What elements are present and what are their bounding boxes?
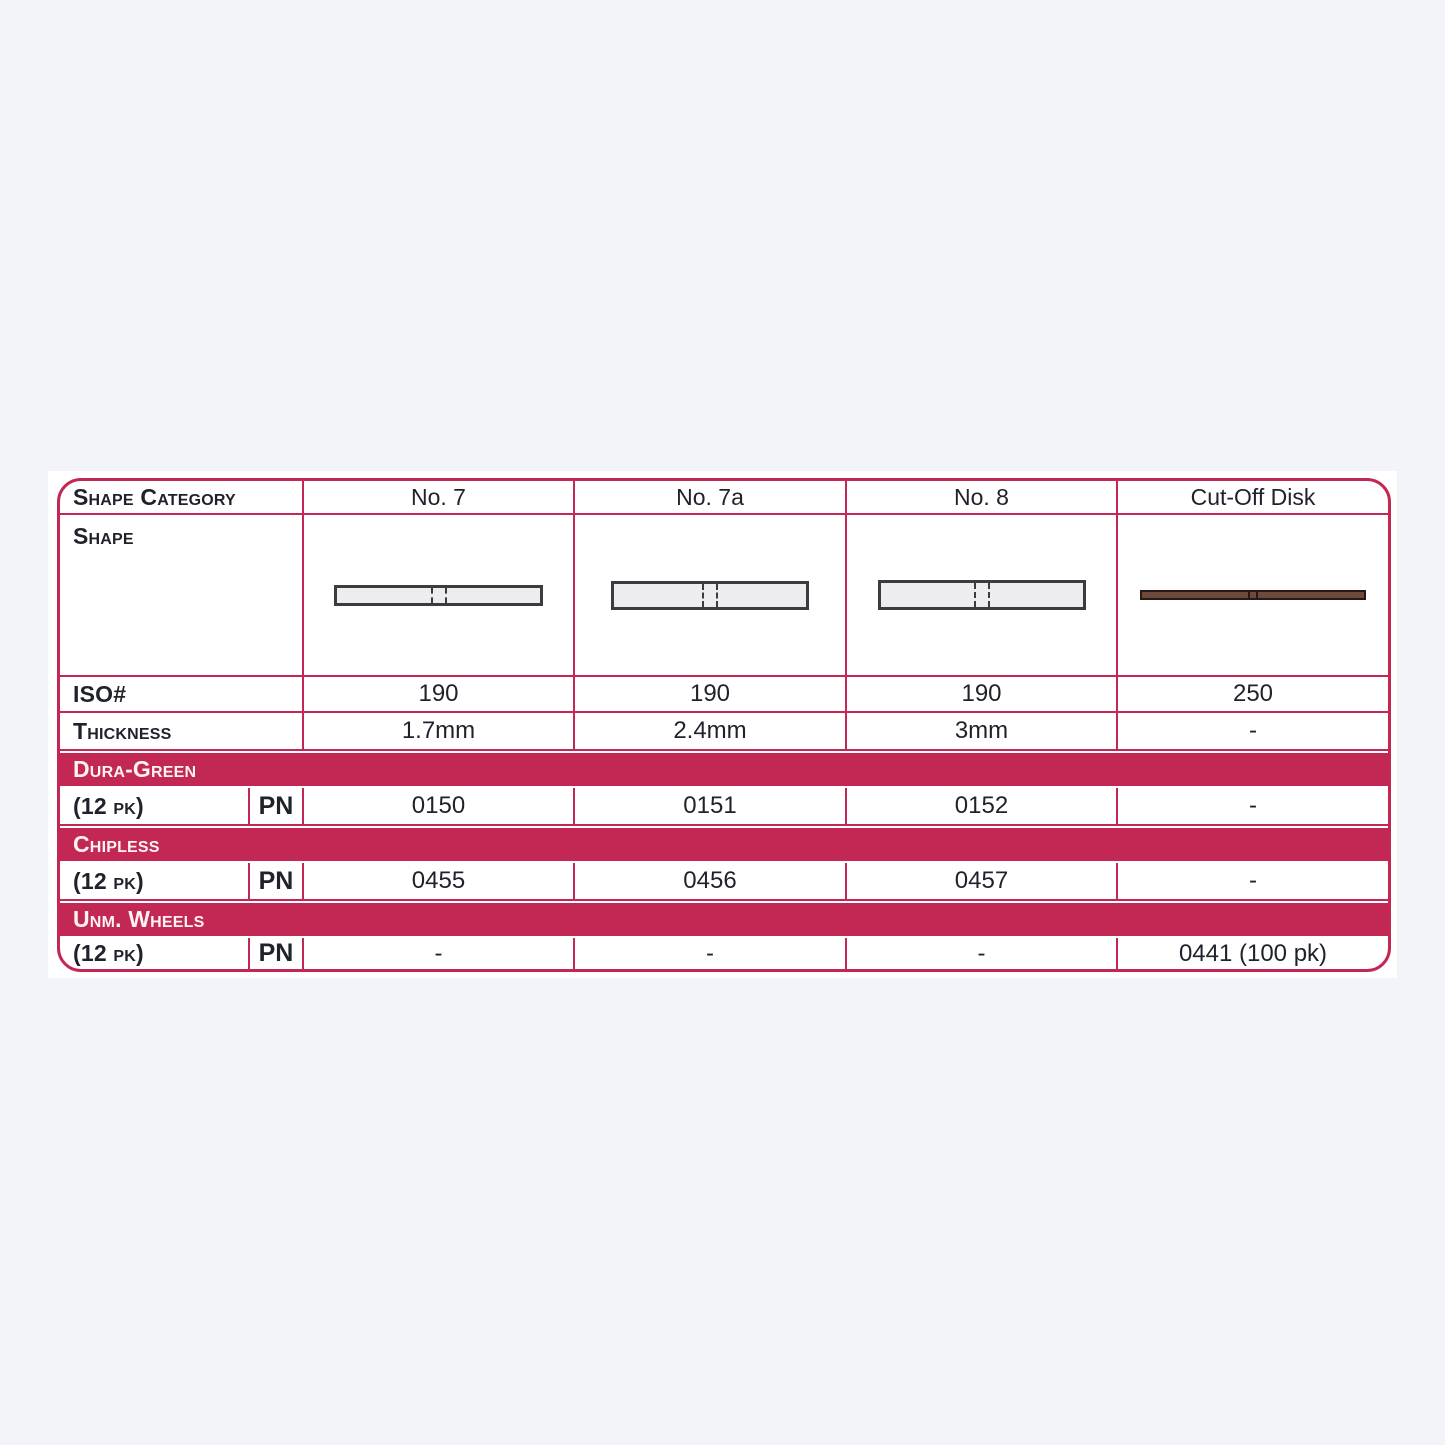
pn-value-cell	[573, 938, 845, 969]
shape-cell-no7	[302, 515, 573, 675]
pn-value-cell	[1116, 938, 1388, 969]
shape-category-label: Shape Category	[73, 483, 236, 510]
shape-label: Shape	[73, 523, 134, 549]
wheel-shape-no7-icon	[334, 585, 543, 606]
thickness-value-cell	[1116, 713, 1388, 749]
iso-label: ISO#	[73, 680, 127, 707]
dashed-line	[716, 584, 718, 607]
pn-row-unm-wheels	[60, 938, 1388, 969]
iso-value: 250	[1232, 680, 1274, 707]
dashed-line	[702, 584, 704, 607]
pn-value: 0457	[954, 867, 1009, 894]
pn-value: 0150	[411, 792, 466, 819]
thickness-value: 1.7mm	[401, 717, 476, 744]
pn-value-cell	[302, 938, 573, 969]
pn-label-cell	[248, 938, 302, 969]
pn-value: 0441 (100 pk)	[1178, 939, 1328, 967]
pack-label: (12 pk)	[73, 792, 144, 819]
notch-line	[1248, 592, 1250, 598]
column-header-no8	[845, 481, 1116, 513]
pn-value: 0456	[683, 867, 737, 894]
wheel-shape-no7a-icon	[611, 581, 809, 610]
dashed-line	[445, 588, 447, 603]
pn-value-cell	[1116, 863, 1388, 899]
pack-label: (12 pk)	[73, 867, 144, 894]
column-header-label: No. 7	[411, 483, 466, 510]
pack-cell	[60, 788, 248, 824]
banner-label: Unm. Wheels	[73, 906, 205, 932]
pack-cell	[60, 863, 248, 899]
shape-cell-no8	[845, 515, 1116, 675]
pn-row-dura-green	[60, 788, 1388, 826]
column-header-label: No. 8	[954, 483, 1009, 510]
column-header-cutoff-disk	[1116, 481, 1388, 513]
iso-row	[60, 677, 1388, 713]
column-header-no7a	[573, 481, 845, 513]
pn-value: -	[434, 939, 443, 967]
column-header-no7	[302, 481, 573, 513]
dashed-line	[974, 583, 976, 607]
pn-label-cell	[248, 863, 302, 899]
pn-value-cell	[302, 863, 573, 899]
pn-value-cell	[845, 863, 1116, 899]
iso-value-cell	[302, 677, 573, 711]
pn-label: PN	[258, 791, 294, 820]
wheel-shape-no8-icon	[878, 580, 1086, 610]
iso-value: 190	[961, 680, 1002, 707]
pn-value: -	[977, 939, 986, 967]
banner-label: Chipless	[73, 831, 160, 857]
pn-value-cell	[573, 788, 845, 824]
thickness-row	[60, 713, 1388, 751]
shape-row	[60, 515, 1388, 677]
banner-chipless	[60, 826, 1388, 863]
notch-line	[1256, 592, 1258, 598]
thickness-value: -	[1249, 717, 1257, 744]
iso-value-cell	[845, 677, 1116, 711]
iso-label-cell	[60, 677, 302, 711]
dashed-line	[988, 583, 990, 607]
column-header-label: Cut-Off Disk	[1190, 483, 1316, 510]
pn-value-cell	[1116, 788, 1388, 824]
product-table	[57, 478, 1391, 972]
pn-label-cell	[248, 788, 302, 824]
thickness-value: 2.4mm	[673, 717, 747, 744]
thickness-value-cell	[573, 713, 845, 749]
shape-cell-cutoff	[1116, 515, 1388, 675]
column-header-label: No. 7a	[676, 483, 744, 510]
pn-value: 0151	[683, 792, 737, 819]
pn-value: 0455	[411, 867, 466, 894]
pn-label: PN	[258, 939, 294, 967]
header-row	[60, 481, 1388, 515]
pn-value: -	[1249, 792, 1257, 819]
iso-value-cell	[573, 677, 845, 711]
pack-label: (12 pk)	[73, 940, 144, 966]
thickness-label-cell	[60, 713, 302, 749]
shape-category-header-cell	[60, 481, 302, 513]
banner-unm-wheels	[60, 901, 1388, 938]
pn-row-chipless	[60, 863, 1388, 901]
thickness-label: Thickness	[73, 717, 172, 744]
shape-label-cell	[60, 515, 302, 675]
pn-value: -	[1249, 867, 1257, 894]
pn-value-cell	[302, 788, 573, 824]
banner-label: Dura-Green	[73, 756, 197, 782]
pn-value-cell	[845, 788, 1116, 824]
pn-value-cell	[845, 938, 1116, 969]
thickness-value-cell	[302, 713, 573, 749]
pn-label: PN	[258, 866, 294, 895]
thickness-value-cell	[845, 713, 1116, 749]
pack-cell	[60, 938, 248, 969]
cutoff-disk-shape-icon	[1140, 590, 1366, 600]
pn-value-cell	[573, 863, 845, 899]
iso-value: 190	[689, 680, 731, 707]
pn-value: 0152	[954, 792, 1009, 819]
shape-cell-no7a	[573, 515, 845, 675]
dashed-line	[431, 588, 433, 603]
thickness-value: 3mm	[954, 717, 1009, 744]
iso-value: 190	[418, 680, 459, 707]
banner-dura-green	[60, 751, 1388, 788]
pn-value: -	[706, 939, 714, 967]
iso-value-cell	[1116, 677, 1388, 711]
